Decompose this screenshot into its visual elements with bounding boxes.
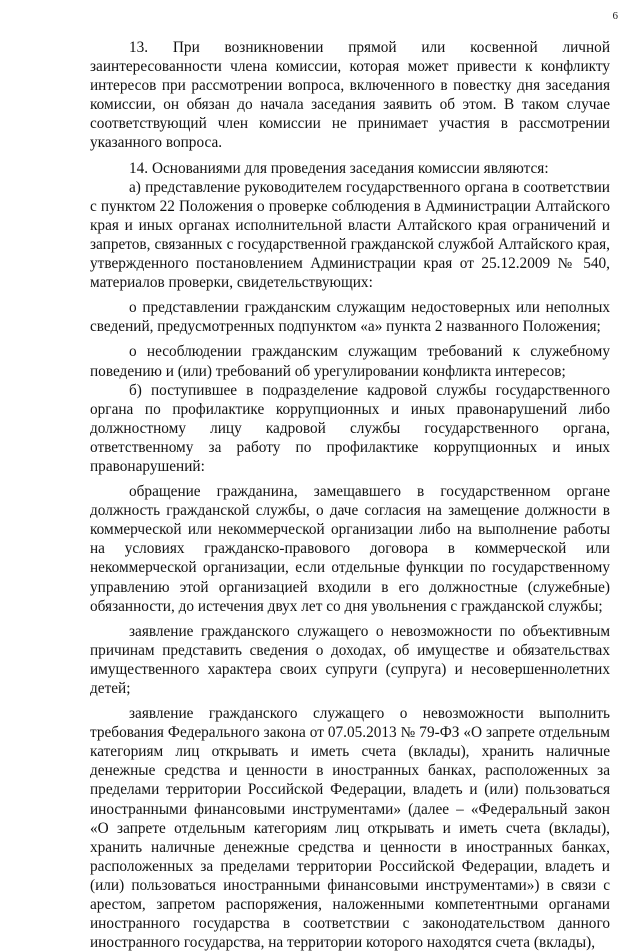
paragraph-14a-item-1: о представлении гражданским служащим недостоверных или неполных сведений, предусмотренных подпунктом «а» пункта 2 названного Положения; — [90, 299, 610, 336]
paragraph-14: 14. Основаниями для проведения заседания комиссии являются: — [129, 159, 549, 177]
page-number: 6 — [612, 10, 618, 22]
paragraph-13: 13. При возникновении прямой или косвенной личной заинтересованности члена комиссии, которая может привести к конфликту интересов при рассмотрении вопроса, включенного в повестку дня заседания комиссии, он обязан до начала заседания заявить об этом. В таком случае соответствующий член комиссии не принимает участия в рассмотрении указанного вопроса. — [90, 39, 610, 152]
paragraph-14b-item-3: заявление гражданского служащего о невозможности выполнить требования Федерального закона от 07.05.2013 № 79-ФЗ «О запрете отдельным категориям лиц открывать и иметь счета (вклады), хранить наличные денежные средства и ценности в иностранных банках, расположенных за пределами территории Российской Федерации, владеть и (или) пользоваться иностранными финансовыми инструментами» (далее – «Федеральный закон «О запрете отдельным категориям лиц открывать и иметь счета (вклады), хранить наличные денежные средства и ценности в иностранных банках, расположенных за пределами территории Российской Федерации, владеть и (или) пользоваться иностранными финансовыми инструментами») в связи с арестом, запретом распоряжения, наложенными компетентными органами иностранного государства в соответствии с законодательством данного иностранного государства, на территории которого находятся счета (вклады), — [90, 705, 610, 952]
paragraph-14b-item-1: обращение гражданина, замещавшего в государственном органе должность гражданской службы, о даче согласия на замещение должности в коммерческой или некоммерческой организации либо на выполнение работы на условиях гражданско-правового договора в коммерческой или некоммерческой организации, если отдельные функции по государственному управлению этой организацией входили в его должностные (служебные) обязанности, до истечения двух лет со дня увольнения с гражданской службы; — [90, 483, 610, 615]
paragraph-14b: б) поступившее в подразделение кадровой службы государственного органа по профилактике коррупционных и иных правонарушений либо должностному лицу кадровой службы государственного органа, ответственному за работу по профилактике коррупционных и иных правонарушений: — [90, 381, 610, 475]
paragraph-14a: а) представление руководителем государственного органа в соответствии с пунктом 22 Положения о проверке соблюдения в Администрации Алтайского края и иных органах исполнительной власти Алтайского края ограничений и запретов, связанных с государственной гражданской службой Алтайского края, утвержденного постановлением Администрации края от 25.12.2009 № 540, материалов проверки, свидетельствующих: — [90, 178, 610, 292]
document-body — [90, 38, 610, 952]
paragraph-14b-item-2: заявление гражданского служащего о невозможности по объективным причинам представить сведения о доходах, об имуществе и обязательствах имущественного характера своих супруги (супруга) и несовершеннолетних детей; — [90, 622, 610, 697]
paragraph-14a-item-2: о несоблюдении гражданским служащим требований к служебному поведению и (или) требований об урегулировании конфликта интересов; — [90, 343, 610, 380]
